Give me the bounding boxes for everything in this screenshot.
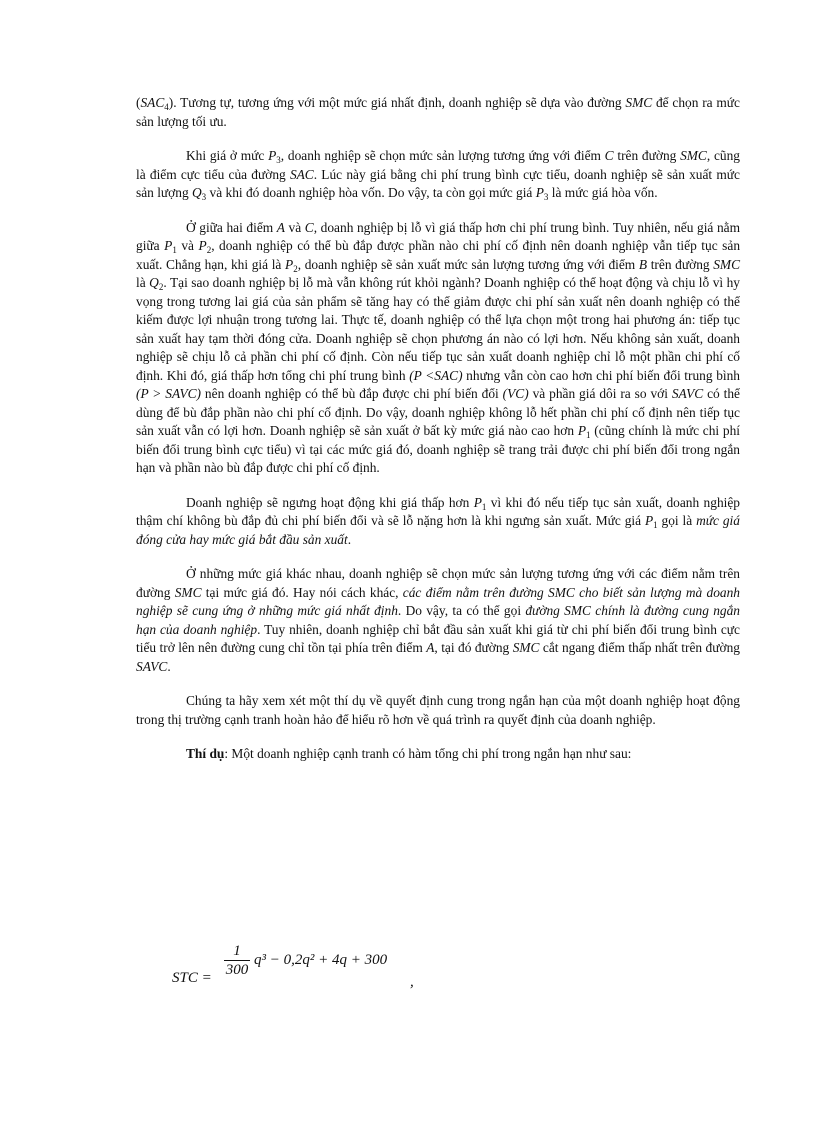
paragraph-4: Doanh nghiệp sẽ ngưng hoạt động khi giá thấp hơn $P_1$ vì khi đó nếu tiếp tục sản xuất, doanh nghiệp thậm chí không bù đắp đủ chi phí biến đổi và sẽ lỗ nặng hơn là khi ngưng sản xuất. Mức giá $P_1$ gọi là mức giá đóng cửa hay mức giá bắt đầu sản xuất. — [136, 494, 740, 547]
formula-terms: q³ − 0,2q² + 4q + 300 — [254, 952, 388, 968]
cost-function-formula — [172, 936, 432, 996]
paragraph-6: Chúng ta hãy xem xét một thí dụ về quyết định cung trong ngắn hạn của một doanh nghiệp hoạt động trong thị trường cạnh tranh hoàn hảo để hiểu rõ hơn về quá trình ra quyết định của doanh nghiệp. — [136, 693, 740, 727]
paragraph-5: Ở những mức giá khác nhau, doanh nghiệp sẽ chọn mức sản lượng tương ứng với các điểm nằm trên đường SMC tại mức giá đó. Hay nói cách khác, các điểm nằm trên đường SMC cho biết sản lượng mà doanh nghiệp sẽ cung ứng ở những mức giá nhất định. Do vậy, ta có thể gọi đường SMC chính là đường cung ngắn hạn của doanh nghiệp. Tuy nhiên, doanh nghiệp chỉ bắt đầu sản xuất khi giá từ chi phí biến đổi trung bình cực tiểu trở lên nên đường cung chỉ tồn tại phía trên điểm A, tại đó đường SMC cắt ngang điểm thấp nhất trên đường SAVC. — [136, 566, 740, 674]
example-label: Thí dụ — [186, 746, 225, 761]
paragraph-3: Ở giữa hai điểm A và C, doanh nghiệp bị lỗ vì giá thấp hơn chi phí trung bình. Tuy nhiên, nếu giá nằm giữa $P_1$ và $P_2$, doanh nghiệp có thể bù đắp được phần nào chi phí cố định nên doanh nghiệp vẫn tiếp tục sản xuất. Chẳng hạn, khi giá là $P_2$, doanh nghiệp sẽ sản xuất mức sản lượng tương ứng với điểm B trên đường SMC là $Q_2$. Tại sao doanh nghiệp bị lỗ mà vẫn không rút khỏi ngành? Doanh nghiệp có thể hoạt động và chịu lỗ vì hy vọng trong tương lai giá của sản phẩm sẽ tăng hay có thể giảm được chi phí sản xuất nên doanh nghiệp có thể kiếm được lợi nhuận trong tương lai. Thực tế, doanh nghiệp có thể lựa chọn một trong hai phương án: tiếp tục sản xuất hay tạm thời đóng cửa. Doanh nghiệp sẽ chọn phương án nào có lợi hơn. Nếu không sản xuất, doanh nghiệp sẽ chịu lỗ cả phần chi phí cố định. Còn nếu tiếp tục sản xuất doanh nghiệp chỉ lỗ một phần chi phí cố định. Khi đó, giá thấp hơn tổng chi phí trung bình (P <SAC) nhưng vẫn còn cao hơn chi phí biến đổi trung bình (P > SAVC) nên doanh nghiệp có thể bù đắp được chi phí biến đổi (VC) và phần giá dôi ra so với SAVC có thể dùng để bù đắp phần nào chi phí cố định. Do vậy, doanh nghiệp không lỗ hết phần chi phí cố định nên tiếp tục sản xuất vẫn có lợi hơn. Doanh nghiệp sẽ sản xuất ở bất kỳ mức giá nào cao hơn $P_1$ (cũng chính là mức chi phí biến đổi trung bình cực tiểu) vì tại các mức giá đó, doanh nghiệp sẽ trang trải được chi phí biến đổi trong ngắn hạn và phần nào bù đắp được chi phí cố định. — [136, 219, 741, 475]
document-body — [136, 94, 740, 780]
paragraph-7: Thí dụ: Một doanh nghiệp cạnh tranh có hàm tổng chi phí trong ngắn hạn như sau: — [186, 746, 632, 761]
formula-comma: , — [410, 974, 414, 990]
fraction-numerator: 1 — [224, 942, 250, 961]
paragraph-2: Khi giá ở mức $P_3$, doanh nghiệp sẽ chọn mức sản lượng tương ứng với điểm C trên đường SMC, cũng là điểm cực tiểu của đường SAC. Lúc này giá bằng chi phí trung bình cực tiểu, doanh nghiệp sẽ sản xuất mức sản lượng $Q_3$ và khi đó doanh nghiệp hòa vốn. Do vậy, ta còn gọi mức giá $P_3$ là mức giá hòa vốn. — [136, 148, 740, 202]
paragraph-1: $(SAC_4)$. Tương tự, tương ứng với một mức giá nhất định, doanh nghiệp sẽ dựa vào đường SMC để chọn ra mức sản lượng tối ưu. — [136, 95, 740, 129]
fraction-denominator: 300 — [225, 962, 249, 978]
formula-lhs: STC = — [172, 970, 212, 986]
formula-fraction — [224, 942, 250, 979]
